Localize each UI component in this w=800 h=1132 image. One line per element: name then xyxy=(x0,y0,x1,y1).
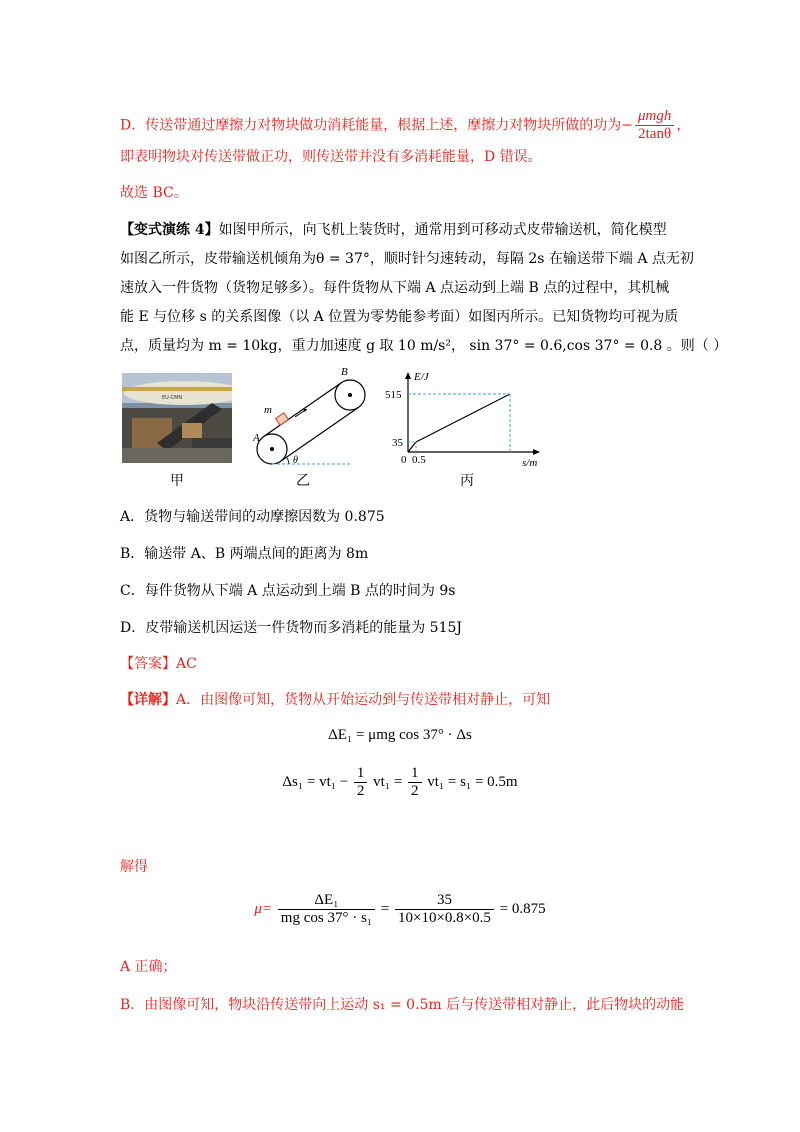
option-b: B．输送带 A、B 两端点间的距离为 8m xyxy=(120,546,369,562)
photo-figure xyxy=(122,373,232,463)
label-m: m xyxy=(264,404,272,416)
tick-0: 0 xyxy=(401,454,407,466)
eq2-half-1-num: 1 xyxy=(354,765,368,783)
problem-text1: 如图甲所示，向飞机上装货时，通常用到可移动式皮带输送机，简化模型 xyxy=(218,222,667,238)
option-c: C．每件货物从下端 A 点运动到上端 B 点的时间为 9s xyxy=(120,583,456,599)
eq2-half-2-den: 2 xyxy=(411,783,419,799)
eq3-frac-1-num: ΔE₁ xyxy=(278,892,375,910)
choose-line: 故选 BC。 xyxy=(120,185,188,201)
option-a: A．货物与输送带间的动摩擦因数为 0.875 xyxy=(120,509,385,525)
eq2-half-2 xyxy=(408,765,422,800)
solution-d-comma: ， xyxy=(676,117,691,134)
eq3-frac-1-den: mg cos 37° · s₁ xyxy=(280,910,373,926)
axis-y-label: E/J xyxy=(414,371,429,383)
work-fraction xyxy=(635,108,674,143)
photo-label: EU-CMN xyxy=(162,395,183,401)
conveyor-figure xyxy=(245,365,375,474)
detail-text: A．由图像可知，货物从开始运动到与传送带相对静止，可知 xyxy=(176,692,551,708)
eq2-half-2-num: 1 xyxy=(408,765,422,783)
label-b: B xyxy=(341,366,348,378)
tick-35: 35 xyxy=(392,437,403,449)
caption-yi: 乙 xyxy=(296,473,310,489)
eq2-half-1-den: 2 xyxy=(356,783,365,799)
tick-515: 515 xyxy=(385,389,402,401)
energy-graph-svg xyxy=(380,370,550,470)
conveyor-diagram xyxy=(245,365,375,470)
energy-graph xyxy=(380,370,550,474)
equation-1: ΔE₁ = μmg cos 37° · Δs xyxy=(328,727,472,743)
eq2-right: vt₁ = s₁ = 0.5m xyxy=(427,773,518,790)
tick-05: 0.5 xyxy=(412,454,426,466)
problem-line1 xyxy=(120,219,667,241)
label-theta: θ xyxy=(293,455,298,466)
work-numerator: μmgh xyxy=(635,108,674,126)
eq3-equals: = xyxy=(380,900,390,917)
axis-x-label: s/m xyxy=(522,457,538,469)
photo-illustration xyxy=(122,373,232,463)
eq3-frac-2 xyxy=(395,892,494,927)
equation-3 xyxy=(0,892,800,927)
solution-d-line2: 即表明物块对传送带做正功，则传送带并没有多消耗能量，D 错误。 xyxy=(120,149,542,165)
detail-line xyxy=(120,689,550,711)
eq2-left: Δs₁ = vt₁ − xyxy=(282,773,349,790)
a-correct-line: A 正确； xyxy=(120,959,177,975)
problem-line4: 能 E 与位移 s 的关系图像（以 A 位置为零势能参考面）如图丙所示。已知货物均可视为质 xyxy=(120,309,679,325)
jiede-line: 解得 xyxy=(120,859,148,875)
b-analysis-line: B．由图像可知，物块沿传送带向上运动 s₁ = 0.5m 后与传送带相对静止，此后物块的动能 xyxy=(120,997,685,1013)
eq3-mu: μ= xyxy=(254,900,273,917)
work-denominator: 2tanθ xyxy=(638,126,672,142)
answer-line: 【答案】AC xyxy=(120,656,197,672)
problem-line5: 点，质量均为 m = 10kg，重力加速度 g 取 10 m/s²， sin 37° = 0.6,cos 37° = 0.8 。则（ ） xyxy=(120,338,728,354)
eq2-mid: vt₁ = xyxy=(373,773,403,790)
eq3-frac-2-num: 35 xyxy=(395,892,494,910)
eq3-frac-2-den: 10×10×0.8×0.5 xyxy=(398,910,491,926)
eq3-frac-1 xyxy=(278,892,375,927)
caption-bing: 丙 xyxy=(460,473,474,489)
problem-tag: 【变式演练 4】 xyxy=(120,222,219,238)
detail-tag: 【详解】 xyxy=(120,692,176,708)
problem-line2: 如图乙所示，皮带输送机倾角为θ = 37°，顺时针匀速转动，每隔 2s 在输送带下端 A 点无初 xyxy=(120,251,694,267)
eq3-result: = 0.875 xyxy=(499,900,546,917)
equation-2 xyxy=(0,765,800,800)
label-a: A xyxy=(253,432,260,444)
minus-sign: − xyxy=(621,117,633,134)
caption-jia: 甲 xyxy=(170,473,184,489)
option-d: D．皮带输送机因运送一件货物而多消耗的能量为 515J xyxy=(120,620,463,636)
eq2-half-1 xyxy=(354,765,368,800)
problem-line3: 速放入一件货物（货物足够多）。每件货物从下端 A 点运动到上端 B 点的过程中，其机械 xyxy=(120,280,670,296)
solution-d-text: D．传送带通过摩擦力对物块做功消耗能量，根据上述，摩擦力对物块所做的功为 xyxy=(120,117,622,134)
solution-d-line1 xyxy=(120,108,690,143)
